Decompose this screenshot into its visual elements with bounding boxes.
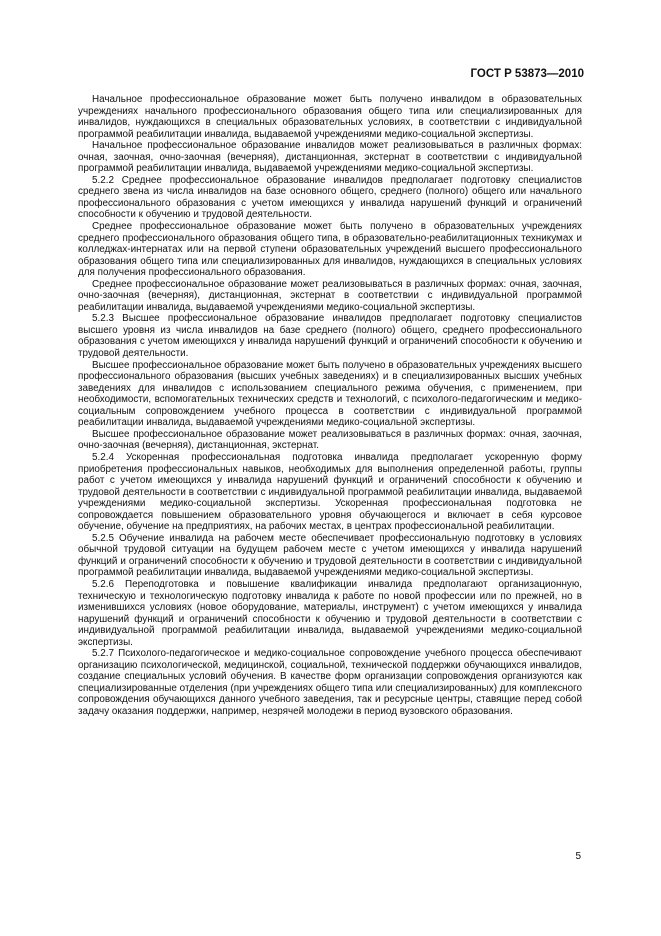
paragraph: Среднее профессиональное образование может быть получено в образовательных учреждениях среднего профессионального образования общего типа, в образовательно-реабилитационных техникумах и колледжах-интернатах или на первой ступени образовательных учреждений высшего профессионального образования общего типа или специализированных для инвалидов, нуждающихся в специальных условиях для получения профессионального образования.	[78, 221, 582, 279]
document-body	[78, 94, 582, 718]
paragraph: Высшее профессиональное образование может реализовываться в различных формах: очная, заочная, очно-заочная (вечерняя), дистанционная, экстернат.	[78, 428, 582, 452]
page-number: 5	[575, 851, 581, 862]
paragraph: 5.2.6 Переподготовка и повышение квалификации инвалида предполагают организационную, техническую и технологическую подготовку инвалида к работе по новой профессии или по прежней, но в изменившихся условиях (новое оборудование, материалы, инструмент) с учетом имеющихся у инвалида нарушений функций и ограничений способности к обучению и трудовой деятельности в соответствии с индивидуальной программой реабилитации инвалида, выдаваемой учреждениями медико-социальной экспертизы.	[78, 578, 582, 648]
paragraph: Начальное профессиональное образование инвалидов может реализовываться в различных формах: очная, заочная, очно-заочная (вечерняя), дистанционная, экстернат в соответствии с индивидуальной программой реабилитации инвалида, выдаваемой учреждениями медико-социальной экспертизы.	[78, 140, 582, 175]
paragraph: Среднее профессиональное образование может реализовываться в различных формах: очная, заочная, очно-заочная (вечерняя), дистанционная, экстернат в соответствии с индивидуальной программой реабилитации инвалида, выдаваемой учреждениями медико-социальной экспертизы.	[78, 278, 582, 313]
paragraph: Высшее профессиональное образование может быть получено в образовательных учреждениях высшего профессионального образования (высших учебных заведениях) и в специализированных высших учебных заведениях для инвалидов с использованием специального режима обучения, с применением, при необходимости, вспомогательных технических средств и технологий, с психолого-педагогическим и медико-социальным сопровождением учебного процесса в соответствии с индивидуальной программой реабилитации инвалида, выдаваемой учреждениями медико-социальной экспертизы.	[78, 359, 582, 429]
paragraph: 5.2.4 Ускоренная профессиональная подготовка инвалида предполагает ускоренную форму приобретения профессиональных навыков, необходимых для выполнения определенной работы, группы работ с учетом имеющихся у инвалида нарушений функций и ограничений способности к обучению и трудовой деятельности в соответствии с индивидуальной программой реабилитации инвалида, выдаваемой учреждениями медико-социальной экспертизы. Ускоренная профессиональная подготовка не сопровождается повышением образовательного уровня обучающегося и включает в себя курсовое обучение, обучение на предприятиях, на рабочих местах, в центрах профессиональной реабилитации.	[78, 451, 582, 533]
paragraph: 5.2.7 Психолого-педагогическое и медико-социальное сопровождение учебного процесса обеспечивают организацию психологической, медицинской, социальной, технической поддержки обучающихся инвалидов, создание специальных условий обучения. В качестве форм организации сопровождения организуются как специализированные отделения (при учреждениях общего типа или специализированных) для комплексного сопровождения обучающихся данного учебного заведения, так и ресурсные центры, ставящие перед собой задачу оказания поддержки, например, незрячей молодежи в период вузовского образования.	[78, 648, 582, 717]
paragraph: 5.2.3 Высшее профессиональное образование инвалидов предполагает подготовку специалистов высшего уровня из числа инвалидов на базе среднего (полного) общего, среднего профессионального образования с учетом имеющихся у инвалида нарушений функций и ограничений способности к обучению и трудовой деятельности.	[78, 313, 582, 360]
paragraph: 5.2.2 Среднее профессиональное образование инвалидов предполагает подготовку специалистов среднего звена из числа инвалидов на базе основного общего, среднего (полного) общего или начального профессионального образования с учетом имеющихся у инвалида нарушений функций и ограничений способности к обучению и трудовой деятельности.	[78, 174, 582, 221]
document-code: ГОСТ Р 53873—2010	[470, 68, 584, 80]
paragraph: Начальное профессиональное образование может быть получено инвалидом в образовательных учреждениях начального профессионального образования общего типа или специализированных для инвалидов, нуждающихся в специальных образовательных условиях, в соответствии с индивидуальной программой реабилитации инвалида, выдаваемой учреждениями медико-социальной экспертизы.	[78, 94, 582, 140]
paragraph: 5.2.5 Обучение инвалида на рабочем месте обеспечивает профессиональную подготовку в условиях обычной трудовой ситуации на будущем рабочем месте с учетом имеющихся у инвалида нарушений функций и ограничений способности к обучению и трудовой деятельности в соответствии с индивидуальной программой реабилитации инвалида, выдаваемой учреждениями медико-социальной экспертизы.	[78, 532, 582, 579]
